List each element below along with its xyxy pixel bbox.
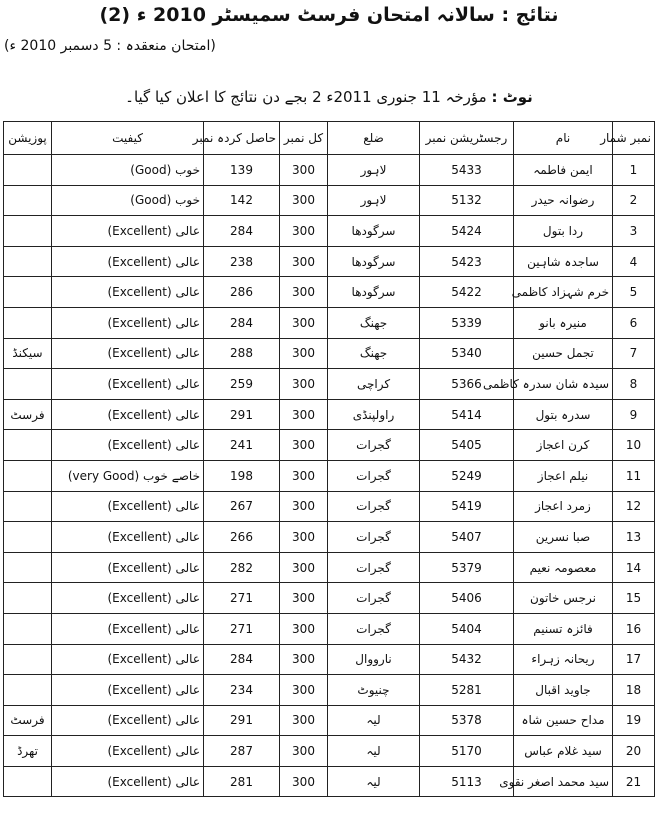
remark-english: (Excellent) — [107, 376, 172, 391]
cell-obtained: 238 — [204, 246, 280, 277]
cell-district: کراچی — [328, 369, 420, 400]
cell-registration: 5432 — [420, 644, 514, 675]
remark-urdu: عالی — [175, 346, 200, 361]
cell-remarks — [52, 307, 204, 338]
table-row — [4, 736, 655, 767]
cell-district: راولپنڈی — [328, 399, 420, 430]
cell-name: سیدہ شان سدرہ کاظمی — [514, 369, 613, 400]
remark-english: (Excellent) — [107, 652, 172, 667]
cell-position — [4, 644, 52, 675]
cell-district: گجرات — [328, 491, 420, 522]
cell-serial: 6 — [613, 307, 655, 338]
cell-remarks — [52, 185, 204, 216]
cell-position: فرسٹ — [4, 705, 52, 736]
header-district: ضلع — [328, 122, 420, 155]
cell-district: گجرات — [328, 613, 420, 644]
cell-position — [4, 766, 52, 797]
cell-total: 300 — [280, 736, 328, 767]
table-header-row — [4, 122, 655, 155]
cell-name: ساجدہ شاہین — [514, 246, 613, 277]
cell-obtained: 266 — [204, 522, 280, 553]
result-note — [0, 88, 658, 106]
remark-english: (Excellent) — [107, 499, 172, 514]
remark-english: (Excellent) — [107, 621, 172, 636]
cell-obtained: 271 — [204, 583, 280, 614]
header-total: کل نمبر — [280, 122, 328, 155]
cell-district: چنیوٹ — [328, 675, 420, 706]
cell-remarks — [52, 277, 204, 308]
cell-remarks — [52, 766, 204, 797]
cell-position — [4, 460, 52, 491]
cell-obtained: 288 — [204, 338, 280, 369]
cell-district: لیہ — [328, 736, 420, 767]
cell-position — [4, 583, 52, 614]
table-row — [4, 766, 655, 797]
cell-total: 300 — [280, 277, 328, 308]
cell-serial: 8 — [613, 369, 655, 400]
cell-registration: 5423 — [420, 246, 514, 277]
remark-english: (Good) — [130, 193, 172, 208]
remark-urdu: عالی — [175, 682, 200, 697]
cell-registration: 5340 — [420, 338, 514, 369]
remark-urdu: خوب — [175, 162, 200, 177]
cell-name: صبا نسرین — [514, 522, 613, 553]
cell-remarks — [52, 430, 204, 461]
cell-total: 300 — [280, 522, 328, 553]
cell-position: سیکنڈ — [4, 338, 52, 369]
remark-urdu: عالی — [175, 407, 200, 422]
table-row — [4, 491, 655, 522]
cell-serial: 11 — [613, 460, 655, 491]
cell-registration: 5406 — [420, 583, 514, 614]
cell-serial: 15 — [613, 583, 655, 614]
cell-serial: 20 — [613, 736, 655, 767]
cell-total: 300 — [280, 369, 328, 400]
cell-position — [4, 307, 52, 338]
cell-obtained: 284 — [204, 644, 280, 675]
cell-obtained: 286 — [204, 277, 280, 308]
cell-total: 300 — [280, 246, 328, 277]
cell-serial: 19 — [613, 705, 655, 736]
cell-registration: 5379 — [420, 552, 514, 583]
cell-obtained: 198 — [204, 460, 280, 491]
table-row — [4, 460, 655, 491]
cell-registration: 5422 — [420, 277, 514, 308]
table-row — [4, 430, 655, 461]
table-row — [4, 675, 655, 706]
table-row — [4, 277, 655, 308]
cell-total: 300 — [280, 460, 328, 491]
cell-obtained: 291 — [204, 705, 280, 736]
cell-serial: 16 — [613, 613, 655, 644]
cell-total: 300 — [280, 705, 328, 736]
remark-english: (Excellent) — [107, 407, 172, 422]
remark-urdu: عالی — [175, 223, 200, 238]
cell-total: 300 — [280, 491, 328, 522]
remark-english: (Excellent) — [107, 285, 172, 300]
cell-obtained: 267 — [204, 491, 280, 522]
remark-english: (Excellent) — [107, 744, 172, 759]
cell-total: 300 — [280, 338, 328, 369]
table-row — [4, 155, 655, 186]
cell-name: سید غلام عباس — [514, 736, 613, 767]
cell-district: گجرات — [328, 522, 420, 553]
cell-registration: 5433 — [420, 155, 514, 186]
cell-district: سرگودھا — [328, 216, 420, 247]
cell-remarks — [52, 705, 204, 736]
remark-urdu: عالی — [175, 621, 200, 636]
cell-serial: 4 — [613, 246, 655, 277]
cell-name: ردا بتول — [514, 216, 613, 247]
table-row — [4, 613, 655, 644]
cell-name: سید محمد اصغر نقوی — [514, 766, 613, 797]
table-row — [4, 399, 655, 430]
cell-registration: 5249 — [420, 460, 514, 491]
cell-obtained: 291 — [204, 399, 280, 430]
cell-serial: 18 — [613, 675, 655, 706]
cell-district: جھنگ — [328, 307, 420, 338]
header-obtained: حاصل کردہ نمبر — [204, 122, 280, 155]
cell-total: 300 — [280, 583, 328, 614]
cell-obtained: 284 — [204, 307, 280, 338]
cell-name: سدرہ بتول — [514, 399, 613, 430]
cell-registration: 5405 — [420, 430, 514, 461]
cell-total: 300 — [280, 185, 328, 216]
cell-name: منیرہ بانو — [514, 307, 613, 338]
cell-registration: 5113 — [420, 766, 514, 797]
cell-district: گجرات — [328, 430, 420, 461]
cell-remarks — [52, 522, 204, 553]
cell-position — [4, 277, 52, 308]
cell-name: ایمن فاطمہ — [514, 155, 613, 186]
cell-name: رضوانہ حیدر — [514, 185, 613, 216]
cell-position — [4, 216, 52, 247]
cell-position: فرسٹ — [4, 399, 52, 430]
cell-district: جھنگ — [328, 338, 420, 369]
cell-remarks — [52, 644, 204, 675]
table-row — [4, 369, 655, 400]
cell-total: 300 — [280, 552, 328, 583]
header-name: نام — [514, 122, 613, 155]
cell-obtained: 281 — [204, 766, 280, 797]
cell-district: گجرات — [328, 583, 420, 614]
remark-english: (Excellent) — [107, 682, 172, 697]
cell-total: 300 — [280, 766, 328, 797]
cell-remarks — [52, 583, 204, 614]
cell-registration: 5424 — [420, 216, 514, 247]
cell-registration: 5339 — [420, 307, 514, 338]
cell-district: سرگودھا — [328, 277, 420, 308]
cell-serial: 3 — [613, 216, 655, 247]
cell-district: نارووال — [328, 644, 420, 675]
table-row — [4, 644, 655, 675]
remark-english: (Excellent) — [107, 713, 172, 728]
cell-total: 300 — [280, 644, 328, 675]
cell-registration: 5170 — [420, 736, 514, 767]
cell-registration: 5366 — [420, 369, 514, 400]
cell-name: کرن اعجاز — [514, 430, 613, 461]
cell-district: سرگودھا — [328, 246, 420, 277]
cell-name: تجمل حسین — [514, 338, 613, 369]
cell-total: 300 — [280, 675, 328, 706]
cell-serial: 21 — [613, 766, 655, 797]
cell-name: مداح حسین شاہ — [514, 705, 613, 736]
table-row — [4, 705, 655, 736]
cell-registration: 5132 — [420, 185, 514, 216]
cell-registration: 5407 — [420, 522, 514, 553]
cell-district: لاہور — [328, 185, 420, 216]
cell-total: 300 — [280, 307, 328, 338]
cell-name: نیلم اعجاز — [514, 460, 613, 491]
table-row — [4, 246, 655, 277]
cell-remarks — [52, 460, 204, 491]
cell-position — [4, 246, 52, 277]
cell-remarks — [52, 216, 204, 247]
remark-urdu: عالی — [175, 744, 200, 759]
cell-serial: 13 — [613, 522, 655, 553]
cell-remarks — [52, 736, 204, 767]
cell-position — [4, 491, 52, 522]
remark-urdu: خوب — [175, 193, 200, 208]
cell-position — [4, 552, 52, 583]
cell-remarks — [52, 613, 204, 644]
cell-obtained: 284 — [204, 216, 280, 247]
remark-urdu: عالی — [175, 529, 200, 544]
cell-remarks — [52, 369, 204, 400]
cell-obtained: 271 — [204, 613, 280, 644]
table-row — [4, 338, 655, 369]
remark-english: (Excellent) — [107, 315, 172, 330]
remark-urdu: عالی — [175, 499, 200, 514]
remark-english: (Good) — [130, 162, 172, 177]
cell-total: 300 — [280, 155, 328, 186]
cell-name: ریحانہ زہراء — [514, 644, 613, 675]
cell-serial: 5 — [613, 277, 655, 308]
cell-registration: 5281 — [420, 675, 514, 706]
cell-obtained: 282 — [204, 552, 280, 583]
remark-urdu: عالی — [175, 315, 200, 330]
remark-urdu: عالی — [175, 438, 200, 453]
table-row — [4, 307, 655, 338]
remark-english: (Excellent) — [107, 223, 172, 238]
cell-name: معصومہ نعیم — [514, 552, 613, 583]
cell-name: جاوید اقبال — [514, 675, 613, 706]
remark-english: (very Good) — [67, 468, 140, 483]
cell-total: 300 — [280, 399, 328, 430]
cell-position — [4, 369, 52, 400]
table-row — [4, 552, 655, 583]
cell-remarks — [52, 491, 204, 522]
cell-obtained: 259 — [204, 369, 280, 400]
cell-remarks — [52, 552, 204, 583]
cell-obtained: 142 — [204, 185, 280, 216]
remark-urdu: عالی — [175, 254, 200, 269]
header-serial: نمبر شمار — [613, 122, 655, 155]
cell-name: فائزہ تسنیم — [514, 613, 613, 644]
cell-total: 300 — [280, 216, 328, 247]
cell-district: گجرات — [328, 460, 420, 491]
cell-name: خرم شہزاد کاظمی — [514, 277, 613, 308]
cell-district: گجرات — [328, 552, 420, 583]
cell-serial: 17 — [613, 644, 655, 675]
table-row — [4, 583, 655, 614]
remark-urdu: خاصے خوب — [142, 468, 200, 483]
cell-position — [4, 185, 52, 216]
cell-serial: 12 — [613, 491, 655, 522]
cell-name: زمرد اعجاز — [514, 491, 613, 522]
cell-serial: 2 — [613, 185, 655, 216]
cell-position — [4, 522, 52, 553]
cell-registration: 5419 — [420, 491, 514, 522]
note-label: نوٹ : — [491, 88, 533, 106]
cell-remarks — [52, 675, 204, 706]
cell-remarks — [52, 155, 204, 186]
cell-obtained: 139 — [204, 155, 280, 186]
remark-urdu: عالی — [175, 774, 200, 789]
cell-name: نرجس خاتون — [514, 583, 613, 614]
cell-remarks — [52, 246, 204, 277]
remark-english: (Excellent) — [107, 438, 172, 453]
cell-position — [4, 675, 52, 706]
cell-serial: 10 — [613, 430, 655, 461]
remark-urdu: عالی — [175, 591, 200, 606]
cell-registration: 5414 — [420, 399, 514, 430]
cell-serial: 9 — [613, 399, 655, 430]
cell-district: لاہور — [328, 155, 420, 186]
cell-remarks — [52, 399, 204, 430]
table-row — [4, 522, 655, 553]
header-registration: رجسٹریشن نمبر — [420, 122, 514, 155]
remark-english: (Excellent) — [107, 560, 172, 575]
remark-urdu: عالی — [175, 560, 200, 575]
cell-obtained: 234 — [204, 675, 280, 706]
cell-position — [4, 430, 52, 461]
cell-position: تھرڈ — [4, 736, 52, 767]
remark-english: (Excellent) — [107, 346, 172, 361]
table-row — [4, 185, 655, 216]
header-position: پوزیشن — [4, 122, 52, 155]
cell-serial: 1 — [613, 155, 655, 186]
remark-english: (Excellent) — [107, 254, 172, 269]
cell-obtained: 287 — [204, 736, 280, 767]
remark-urdu: عالی — [175, 376, 200, 391]
cell-serial: 7 — [613, 338, 655, 369]
cell-total: 300 — [280, 613, 328, 644]
cell-total: 300 — [280, 430, 328, 461]
remark-urdu: عالی — [175, 652, 200, 667]
cell-registration: 5378 — [420, 705, 514, 736]
exam-date: (امتحان منعقدہ : 5 دسمبر 2010 ء) — [4, 38, 216, 54]
remark-urdu: عالی — [175, 285, 200, 300]
table-row — [4, 216, 655, 247]
cell-district: لیہ — [328, 766, 420, 797]
page-title: نتائج : سالانہ امتحان فرسٹ سمیسٹر 2010 ء (2) — [99, 4, 559, 26]
results-table — [3, 121, 655, 797]
remark-english: (Excellent) — [107, 774, 172, 789]
remark-english: (Excellent) — [107, 591, 172, 606]
cell-remarks — [52, 338, 204, 369]
remark-english: (Excellent) — [107, 529, 172, 544]
cell-position — [4, 155, 52, 186]
cell-obtained: 241 — [204, 430, 280, 461]
cell-serial: 14 — [613, 552, 655, 583]
header-remarks: کیفیت — [52, 122, 204, 155]
cell-district: لیہ — [328, 705, 420, 736]
remark-urdu: عالی — [175, 713, 200, 728]
cell-position — [4, 613, 52, 644]
cell-registration: 5404 — [420, 613, 514, 644]
note-text: مؤرخہ 11 جنوری 2011ء 2 بجے دن نتائج کا اعلان کیا گیا۔ — [125, 88, 487, 106]
